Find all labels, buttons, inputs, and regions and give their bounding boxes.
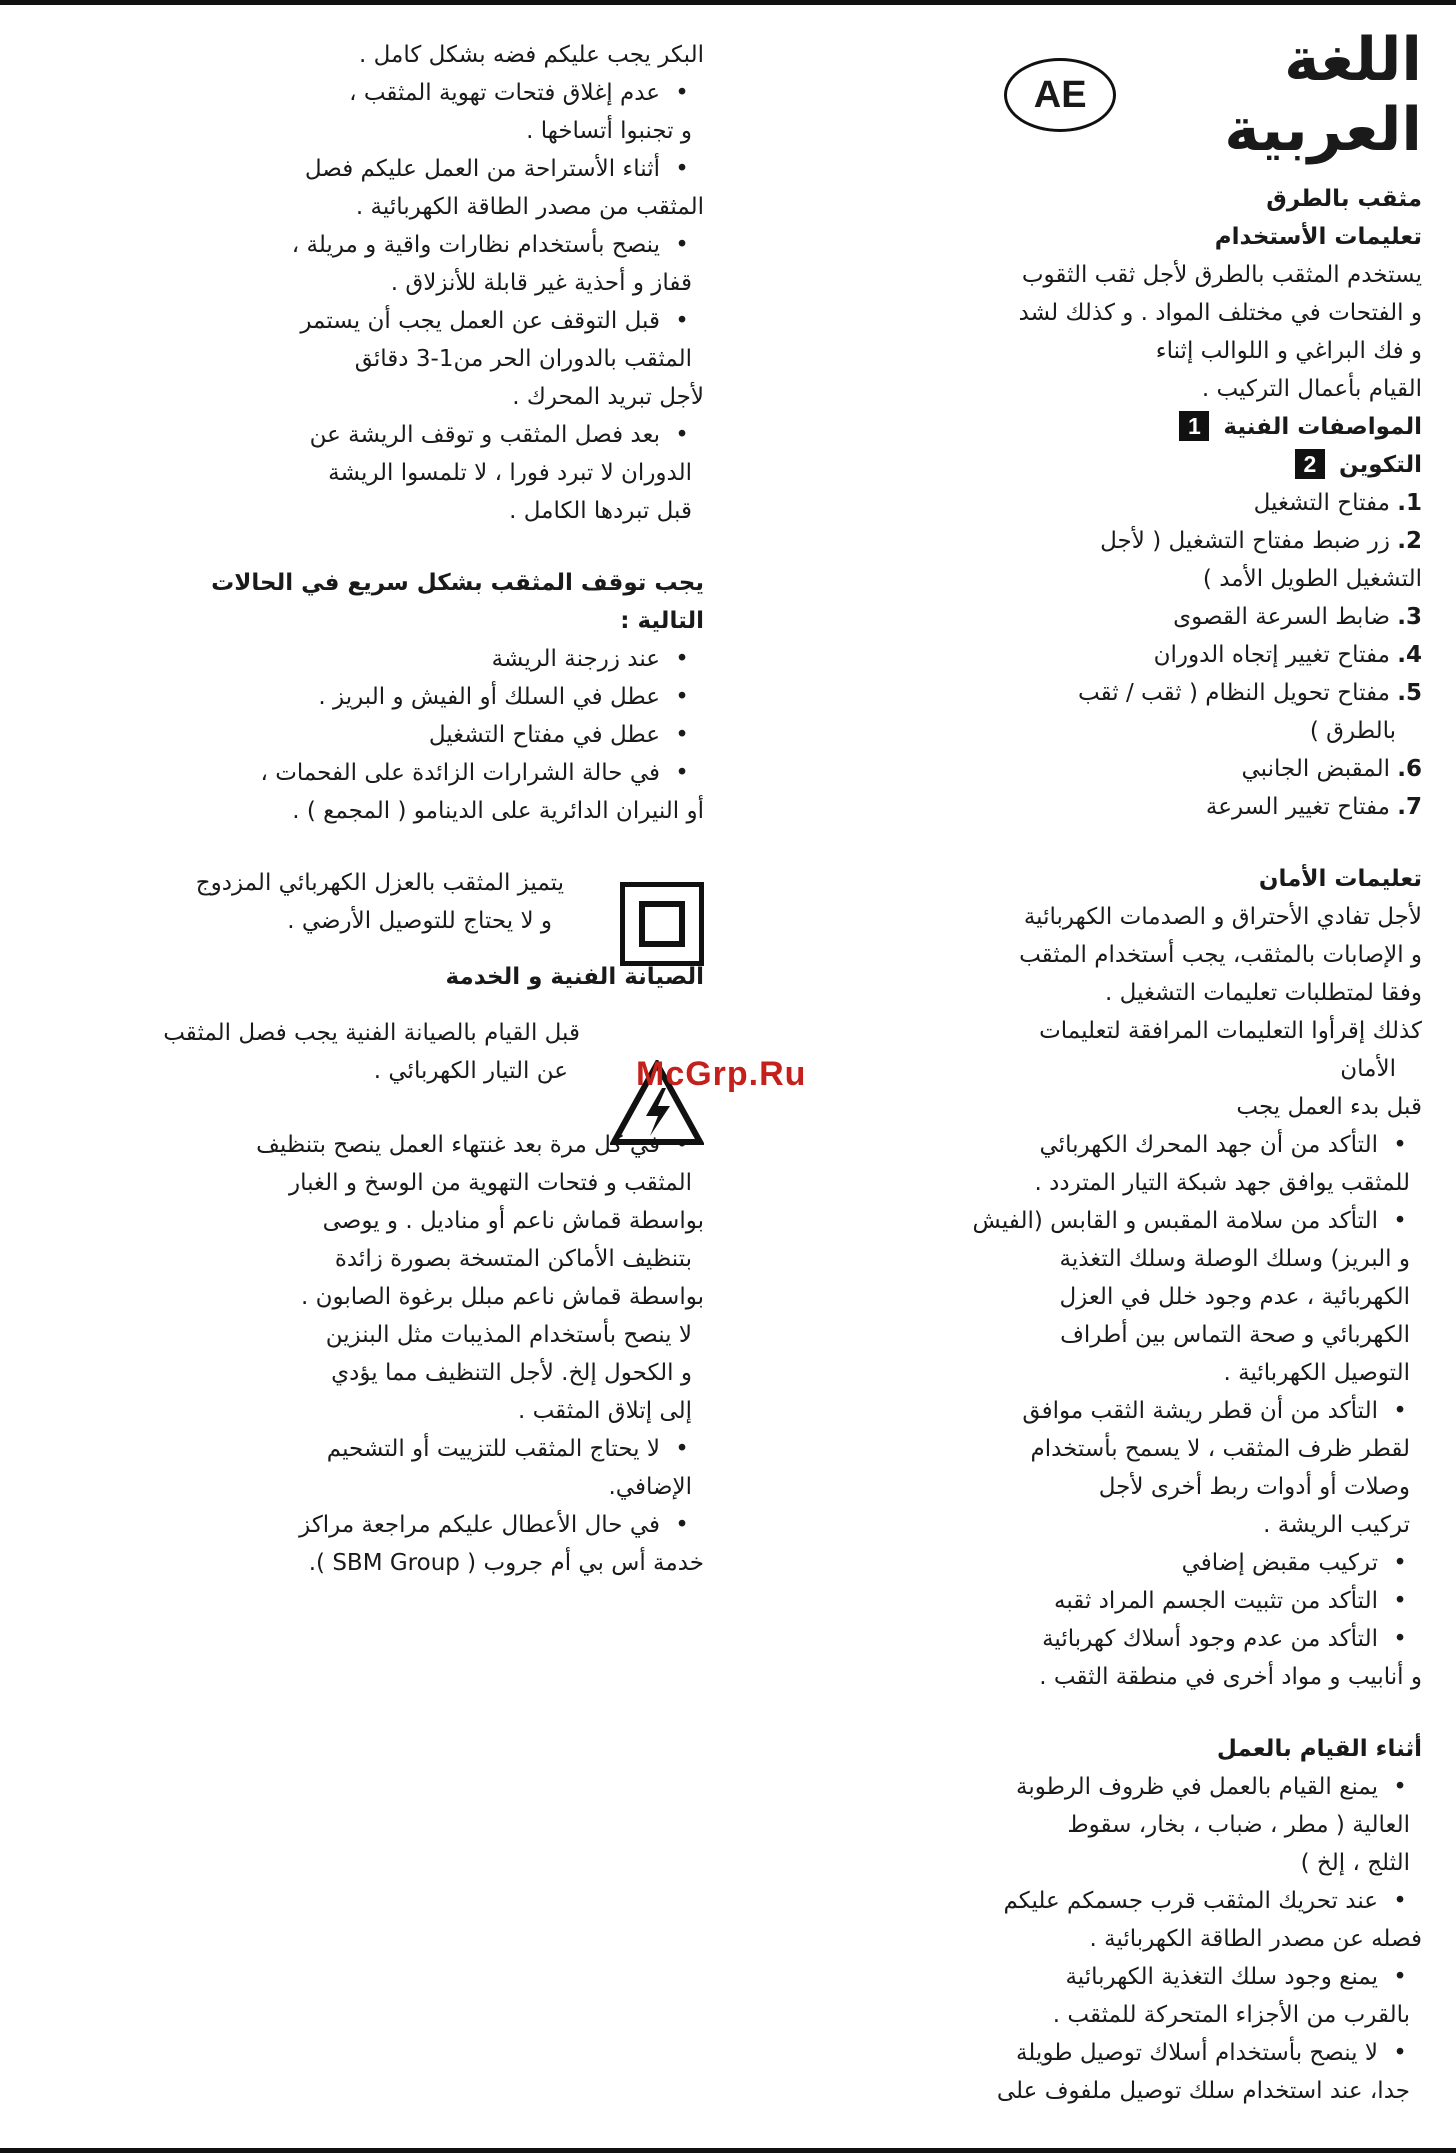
list-item: •التأكد من عدم وجود أسلاك كهربائية (1042, 1626, 1407, 1652)
double-insulation-icon (620, 882, 704, 966)
site-watermark: McGrp.Ru (636, 1055, 807, 1093)
list-item: •التأكد من أن جهد المحرك الكهربائي (1039, 1132, 1407, 1158)
list-item: 1.مفتاح التشغيل (1253, 490, 1422, 516)
list-item: 7.مفتاح تغيير السرعة (1205, 794, 1422, 820)
figure-ref-2: 2 (1295, 449, 1325, 479)
bottom-rule (0, 2148, 1456, 2153)
list-item: •في كل مرة بعد غنتهاء العمل ينصح بتنظيف (256, 1132, 689, 1158)
list-item: •في حال الأعطال عليكم مراجعة مراكز (299, 1512, 689, 1538)
language-header (982, 25, 1422, 165)
list-item: •التأكد من أن قطر ريشة الثقب موافق (1022, 1398, 1407, 1424)
list-item: •عطل في مفتاح التشغيل (428, 722, 689, 748)
list-item: •لا ينصح بأستخدام أسلاك توصيل طويلة (1015, 2040, 1407, 2066)
top-rule (0, 0, 1456, 5)
list-item: 2.زر ضبط مفتاح التشغيل ( لأجل (1100, 528, 1422, 554)
list-item: •عدم إغلاق فتحات تهوية المثقب ، (349, 80, 689, 106)
components-list (982, 484, 1422, 826)
safety-bullets: •التأكد من أن جهد المحرك الكهربائي للمثقب يوافق جهد شبكة التيار المتردد . •التأكد من سلامة المقبس و القابس (الفيش و البريز) وسلك الوصلة وسلك التغذية الكهربائية ، عدم وجود خلل في العزل الكهربائي و صحة التماس بين أطراف التوصيل الكهربائية . •التأكد من أن قطر ريشة الثقب موافق لقطر ظرف المثقب ، لا يسمح بأستخدام وصلات أو أدوات ربط أخرى لأجل تركيب الريشة . •تركيب مقبض إضافي •التأكد من تثبيت الجسم المراد ثقبه •التأكد من عدم وجود أسلاك كهربائية و أنابيب و مواد أخرى في منطقة الثقب . (982, 1126, 1422, 1696)
list-item: بالطرق ) (1309, 718, 1396, 744)
list-item: •في حالة الشرارات الزائدة على الفحمات ، (260, 760, 689, 786)
list-item: 6.المقبض الجانبي (1241, 756, 1422, 782)
list-item: 5.مفتاح تحويل النظام ( ثقب / ثقب (1078, 680, 1422, 706)
maintenance-heading: الصيانة الفنية و الخدمة (445, 964, 704, 990)
precaution-bullets: •عدم إغلاق فتحات تهوية المثقب ، و تجنبوا أتساخها . •أثناء الأستراحة من العمل عليكم فصل المثقب من مصدر الطاقة الكهربائية . •ينصح بأستخدام نظارات واقية و مريلة ، قفاز و أحذية غير قابلة للأنزلاق . •قبل التوقف عن العمل يجب أن يستمر المثقب بالدوران الحر من1-3 دقائق لأجل تبريد المحرك . •بعد فصل المثقب و توقف الريشة عن الدوران لا تبرد فورا ، لا تلمسوا الريشة قبل تبردها الكامل . (124, 74, 704, 530)
continued-line: البكر يجب عليكم فضه بشكل كامل . (358, 42, 704, 68)
language-code-badge: AE (1004, 58, 1116, 132)
list-item: •عطل في السلك أو الفيش و البريز . (318, 684, 689, 710)
list-item: •التأكد من تثبيت الجسم المراد ثقبه (1054, 1588, 1407, 1614)
usage-text: يستخدم المثقب بالطرق لأجل ثقب الثقوب و الفتحات في مختلف المواد . و كذلك لشد و فك البراغي و اللوالب إثناء القيام بأعمال التركيب . (1018, 262, 1422, 402)
safety-text: لأجل تفادي الأحتراق و الصدمات الكهربائية و الإصابات بالمثقب، يجب أستخدام المثقب وفقا لمتطلبات تعليمات التشغيل . كذلك إقرأوا التعليمات المرافقة لتعليمات الأمان قبل بدء العمل يجب (1019, 904, 1422, 1120)
list-item: 3.ضابط السرعة القصوى (1173, 604, 1422, 630)
electric-warning-note: قبل القيام بالصيانة الفنية يجب فصل المثقب عن التيار الكهربائي . (163, 1020, 580, 1084)
composition-heading: التكوين 2 (982, 446, 1422, 484)
emergency-stop-bullets: •عند زرجنة الريشة •عطل في السلك أو الفيش و البريز . •عطل في مفتاح التشغيل •في حالة الشرارات الزائدة على الفحمات ، أو النيران الدائرية على الدينامو ( المجمع ) . (124, 640, 704, 830)
left-column (124, 36, 704, 1582)
list-item: •يمنع وجود سلك التغذية الكهربائية (1065, 1964, 1407, 1990)
list-item: 4.مفتاح تغيير إتجاه الدوران (1153, 642, 1422, 668)
list-item: •ينصح بأستخدام نظارات واقية و مريلة ، (291, 232, 689, 258)
double-insulation-note: يتميز المثقب بالعزل الكهربائي المزدوج و لا يحتاج للتوصيل الأرضي . (195, 870, 564, 934)
safety-heading: تعليمات الأمان (1258, 866, 1422, 892)
list-item: •تركيب مقبض إضافي (1181, 1550, 1407, 1576)
work-heading: أثناء القيام بالعمل (1216, 1736, 1422, 1762)
list-item: •التأكد من سلامة المقبس و القابس (الفيش (972, 1208, 1407, 1234)
product-title: مثقب بالطرق (1266, 186, 1422, 212)
list-item: •أثناء الأستراحة من العمل عليكم فصل (304, 156, 689, 182)
specs-heading: المواصفات الفنية 1 (982, 408, 1422, 446)
usage-heading: تعليمات الأستخدام (1214, 224, 1422, 250)
list-item: •لا يحتاج المثقب للتزييت أو التشحيم (326, 1436, 689, 1462)
list-item: •عند زرجنة الريشة (491, 646, 689, 672)
work-bullets: •يمنع القيام بالعمل في ظروف الرطوبة العالية ( مطر ، ضباب ، بخار، سقوط الثلج ، إلخ ) •عند تحريك المثقب قرب جسمكم عليكم فصله عن مصدر الطاقة الكهربائية . •يمنع وجود سلك التغذية الكهربائية بالقرب من الأجزاء المتحركة للمثقب . •لا ينصح بأستخدام أسلاك توصيل طويلة جدا، عند استخدام سلك توصيل ملفوف على (982, 1768, 1422, 2110)
list-item: •عند تحريك المثقب قرب جسمكم عليكم (1003, 1888, 1407, 1914)
maintenance-bullets: •في كل مرة بعد غنتهاء العمل ينصح بتنظيف المثقب و فتحات التهوية من الوسخ و الغبار بواسطة قماش ناعم أو مناديل . و يوصى بتنظيف الأماكن المتسخة بصورة زائدة بواسطة قماش ناعم مبلل برغوة الصابون . لا ينصح بأستخدام المذيبات مثل البنزين و الكحول إلخ. لأجل التنظيف مما يؤدي إلى إتلاق المثقب . •لا يحتاج المثقب للتزييت أو التشحيم الإضافي. •في حال الأعطال عليكم مراجعة مراكز خدمة أس بي أم جروب ( SBM Group ). (124, 1126, 704, 1582)
list-item: التشغيل الطويل الأمد ) (1202, 566, 1422, 592)
emergency-stop-heading: يجب توقف المثقب بشكل سريع في الحالات التالية : (211, 570, 704, 634)
list-item: •بعد فصل المثقب و توقف الريشة عن (309, 422, 689, 448)
figure-ref-1: 1 (1179, 411, 1209, 441)
list-item: •يمنع القيام بالعمل في ظروف الرطوبة (1015, 1774, 1407, 1800)
right-column (972, 25, 1422, 2110)
list-item: •قبل التوقف عن العمل يجب أن يستمر (300, 308, 689, 334)
language-title: اللغة العربية (1224, 25, 1422, 165)
